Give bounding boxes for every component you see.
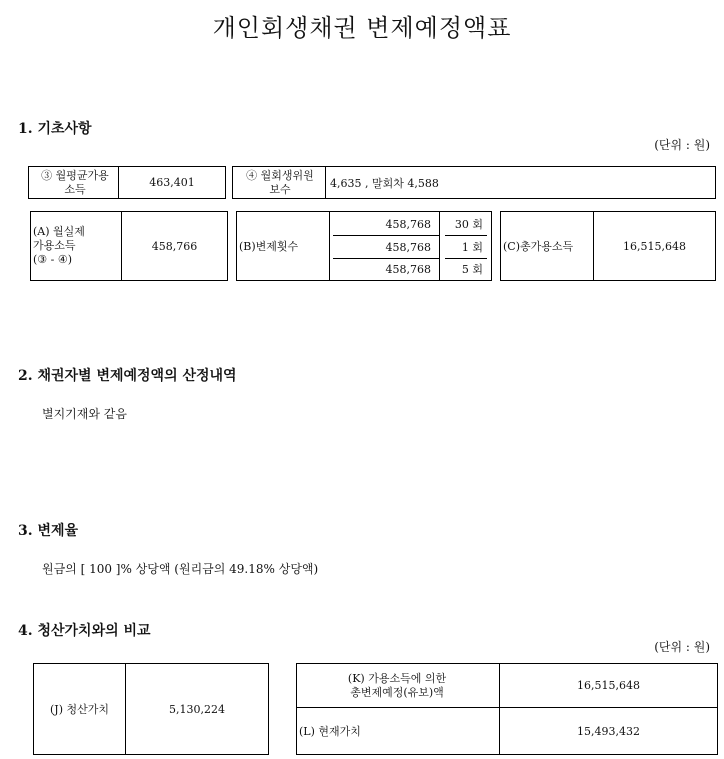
- avg-income-value: 463,401: [149, 176, 195, 189]
- trustee-fee-box: [232, 166, 716, 199]
- total-repay-value: 16,515,648: [577, 679, 640, 692]
- section3-heading: 3. 변제율: [18, 523, 79, 539]
- liquidation-label: (J) 청산가치: [50, 703, 109, 716]
- repay-times-1: 30 회: [454, 218, 483, 231]
- avg-income-label: ③ 월평균가용 소득: [41, 168, 109, 196]
- actual-income-label: (A) 월실제 가용소득 (③ - ④): [33, 225, 85, 266]
- section2-heading: 2. 채권자별 변제예정액의 산정내역: [18, 368, 237, 384]
- section1-unit: (단위 : 원): [654, 138, 710, 152]
- actual-income-value: 458,766: [151, 239, 198, 253]
- repay-count-label: (B)변제횟수: [239, 240, 299, 253]
- avg-income-box: [28, 166, 226, 199]
- total-income-box: [500, 211, 716, 281]
- repay-count-box: [236, 211, 492, 281]
- trustee-fee-label: ④ 월회생위원 보수: [246, 168, 314, 196]
- section3-text: 원금의 [ 100 ]% 상당액 (원리금의 49.18% 상당액): [42, 562, 319, 576]
- present-value-label: (L) 현재가치: [299, 725, 361, 738]
- section4-heading: 4. 청산가치와의 비교: [18, 623, 151, 639]
- actual-income-box: [30, 211, 228, 281]
- liquidation-box: [33, 663, 269, 755]
- comparison-box: [296, 663, 718, 755]
- repay-times-2: 1 회: [461, 241, 483, 254]
- repay-amount-1: 458,768: [385, 217, 431, 231]
- section1-heading: 1. 기초사항: [18, 121, 92, 137]
- total-income-value: 16,515,648: [623, 239, 686, 253]
- total-income-label: (C)총가용소득: [503, 240, 574, 253]
- repay-amount-2: 458,768: [385, 240, 431, 254]
- total-repay-label: (K) 가용소득에 의한 총변제예정(유보)액: [347, 671, 447, 699]
- trustee-fee-value: 4,635 , 말회차 4,588: [330, 176, 439, 190]
- liquidation-value: 5,130,224: [169, 702, 225, 716]
- present-value-value: 15,493,432: [577, 724, 640, 738]
- repay-amount-3: 458,768: [385, 262, 431, 276]
- repay-times-3: 5 회: [461, 263, 483, 276]
- section4-unit: (단위 : 원): [654, 640, 710, 654]
- page-title: 개인회생채권 변제예정액표: [212, 14, 512, 42]
- section2-text: 별지기재와 같음: [42, 407, 127, 421]
